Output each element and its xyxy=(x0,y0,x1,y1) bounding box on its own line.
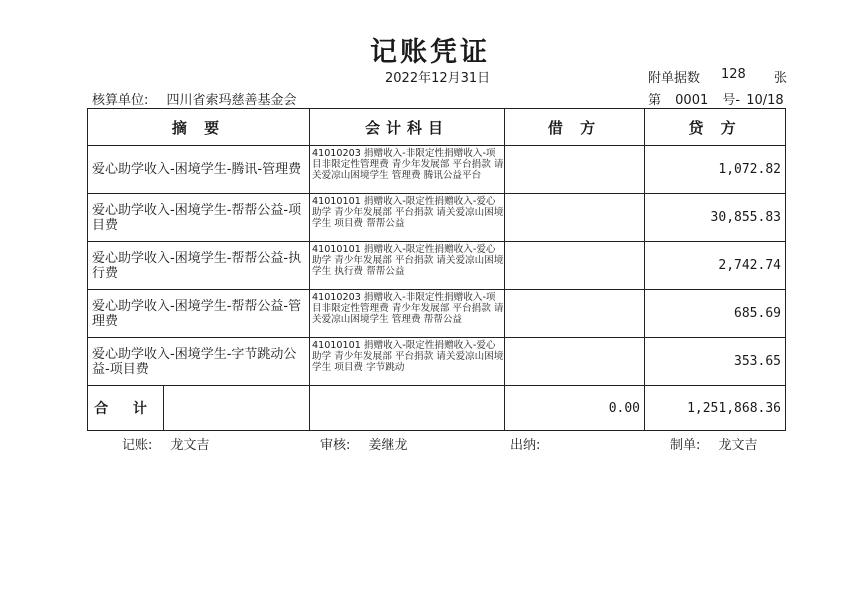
cashier-label: 出纳: xyxy=(510,438,541,453)
voucher-title: 记账凭证 xyxy=(370,37,490,68)
row-debit xyxy=(505,194,645,242)
table-row xyxy=(88,146,786,194)
row-summary: 爱心助学收入-困境学生-字节跳动公益-项目费 xyxy=(88,338,310,386)
accounting-unit-value: 四川省索玛慈善基金会 xyxy=(166,93,297,108)
row-debit xyxy=(505,242,645,290)
maker-value: 龙文吉 xyxy=(718,438,758,453)
header-summary: 摘 要 xyxy=(88,109,310,146)
footer-reviewer xyxy=(320,434,408,453)
row-summary: 爱心助学收入-困境学生-帮帮公益-执行费 xyxy=(88,242,310,290)
attachment-unit: 张 xyxy=(774,71,788,86)
row-credit: 1,072.82 xyxy=(645,146,786,194)
reviewer-value: 姜继龙 xyxy=(368,438,408,453)
row-account: 41010203 捐赠收入-非限定性捐赠收入-项目非限定性管理费 青少年发展部 平台捐款 请关爱凉山困境学生 管理费 帮帮公益 xyxy=(310,290,505,338)
row-credit: 30,855.83 xyxy=(645,194,786,242)
row-debit xyxy=(505,290,645,338)
total-label: 合 计 xyxy=(88,386,164,430)
footer-bookkeeper xyxy=(122,434,210,453)
table-header-row xyxy=(88,109,786,146)
table-row xyxy=(88,242,786,290)
header-debit: 借 方 xyxy=(505,109,645,146)
attachment-count xyxy=(648,67,788,86)
row-account: 41010203 捐赠收入-非限定性捐赠收入-项目非限定性管理费 青少年发展部 平台捐款 请关爱凉山困境学生 管理费 腾讯公益平台 xyxy=(310,146,505,194)
table-row xyxy=(88,290,786,338)
voucher-table xyxy=(87,108,786,431)
total-row xyxy=(88,386,786,431)
bookkeeper-label: 记账: xyxy=(122,438,153,453)
row-account: 41010101 捐赠收入-限定性捐赠收入-爱心助学 青少年发展部 平台捐款 请关爱凉山困境学生 项目费 字节跳动 xyxy=(310,338,505,386)
maker-label: 制单: xyxy=(670,438,701,453)
row-account: 41010101 捐赠收入-限定性捐赠收入-爱心助学 青少年发展部 平台捐款 请关爱凉山困境学生 项目费 帮帮公益 xyxy=(310,194,505,242)
row-summary: 爱心助学收入-困境学生-帮帮公益-管理费 xyxy=(88,290,310,338)
row-credit: 353.65 xyxy=(645,338,786,386)
footer-maker xyxy=(670,434,758,453)
row-debit xyxy=(505,146,645,194)
total-label-cell xyxy=(88,386,310,431)
table-row xyxy=(88,194,786,242)
total-credit: 1,251,868.36 xyxy=(645,386,786,431)
row-summary: 爱心助学收入-困境学生-腾讯-管理费 xyxy=(88,146,310,194)
table-row xyxy=(88,338,786,386)
accounting-unit-label: 核算单位: xyxy=(92,93,149,108)
voucher-number-prefix: 第 xyxy=(648,93,662,108)
accounting-unit xyxy=(92,89,297,108)
voucher-number xyxy=(648,89,794,108)
row-credit: 2,742.74 xyxy=(645,242,786,290)
attachment-number: 128 xyxy=(721,67,746,82)
footer-cashier xyxy=(510,434,554,453)
voucher-page: 10/18 xyxy=(746,93,784,108)
total-debit: 0.00 xyxy=(505,386,645,431)
reviewer-label: 审核: xyxy=(320,438,351,453)
header-credit: 贷 方 xyxy=(645,109,786,146)
header-account: 会计科目 xyxy=(310,109,505,146)
total-blank xyxy=(164,386,309,430)
row-debit xyxy=(505,338,645,386)
bookkeeper-value: 龙文吉 xyxy=(170,438,210,453)
row-account: 41010101 捐赠收入-限定性捐赠收入-爱心助学 青少年发展部 平台捐款 请关爱凉山困境学生 执行费 帮帮公益 xyxy=(310,242,505,290)
voucher-number-suffix: 号- xyxy=(722,93,741,108)
voucher-date: 2022年12月31日 xyxy=(385,71,491,86)
voucher-number-value: 0001 xyxy=(675,93,709,108)
row-summary: 爱心助学收入-困境学生-帮帮公益-项目费 xyxy=(88,194,310,242)
attachment-label: 附单据数 xyxy=(648,71,701,86)
total-account-blank xyxy=(310,386,505,431)
row-credit: 685.69 xyxy=(645,290,786,338)
